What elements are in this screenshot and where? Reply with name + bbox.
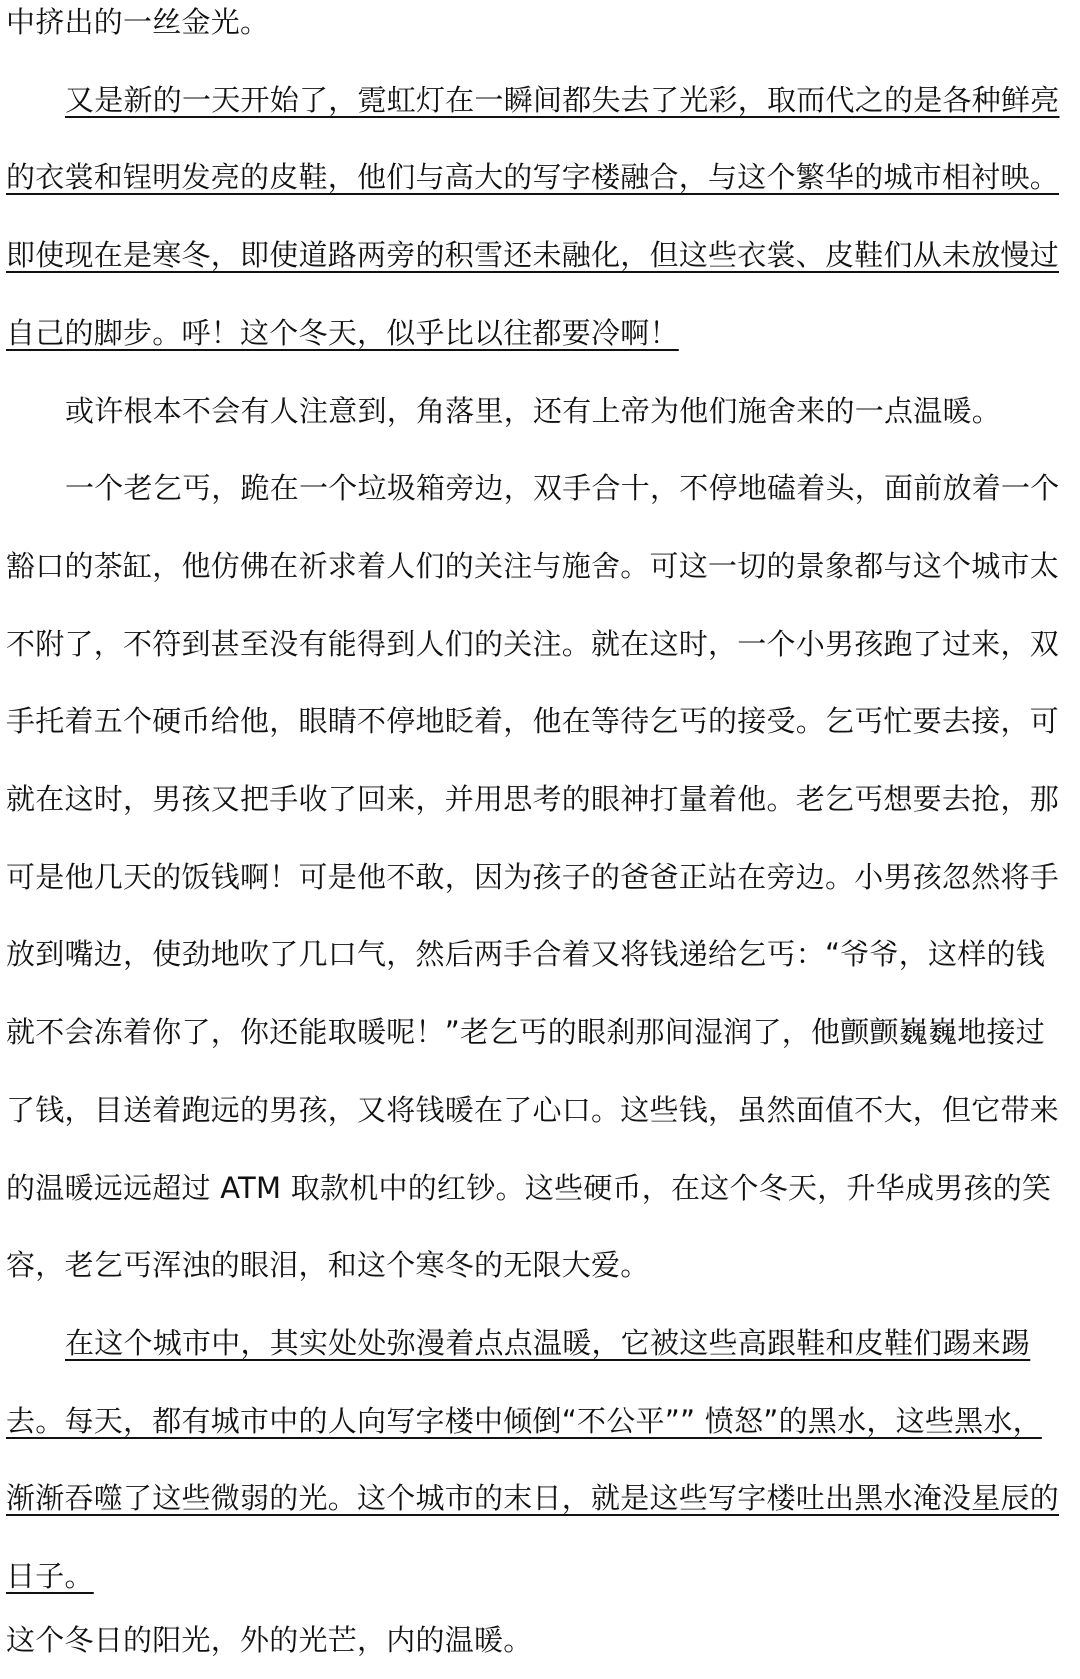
paragraph-city-warmth: [6, 1305, 1060, 1616]
paragraph-closing-line: 这个冬日的阳光，外的光芒，内的温暖。: [6, 1622, 533, 1657]
paragraph-corner-warmth: 或许根本不会有人注意到，角落里，还有上帝为他们施舍来的一点温暖。: [65, 393, 1002, 428]
paragraph-old-beggar: 一个老乞丐，跪在一个垃圾箱旁边，双手合十，不停地磕着头，面前放着一个豁口的茶缸，他仿佛在祈求着人们的关注与施舍。可这一切的景象都与这个城市太不附了，不符到甚至没有能得到人们的关注。就在这时，一个小男孩跑了过来，双手托着五个硬币给他，眼睛不停地眨着，他在等待乞丐的接受。乞丐忙要去接，可就在这时，男孩又把手收了回来，并用思考的眼神打量着他。老乞丐想要去抢，那可是他几天的饭钱啊！可是他不敢，因为孩子的爸爸正站在旁边。小男孩忽然将手放到嘴边，使劲地吹了几口气，然后两手合着又将钱递给乞丐：“爷爷，这样的钱就不会冻着你了，你还能取暖呢！”老乞丐的眼刹那间湿润了，他颤颤巍巍地接过了钱，目送着跑远的男孩，又将钱暖在了心口。这些钱，虽然面值不大，但它带来的温暖远远超过 ATM 取款机中的红钞。这些硬币，在这个冬天，升华成男孩的笑容，老乞丐浑浊的眼泪，和这个寒冬的无限大爱。: [6, 471, 1060, 1283]
underlined-text: 又是新的一天开始了，霓虹灯在一瞬间都失去了光彩，取而代之的是各种鲜亮的衣裳和锃明发亮的皮鞋，他们与高大的写字楼融合，与这个繁华的城市相衬映。即使现在是寒冬，即使道路两旁的积雪还未融化，但这些衣裳、皮鞋们从未放慢过自己的脚步。呼！这个冬天，似乎比以往都要冷啊！: [6, 82, 1060, 350]
paragraph-continuation: 中挤出的一丝金光。: [6, 5, 270, 39]
document-body: [6, 0, 1060, 1679]
underlined-text: 在这个城市中，其实处处弥漫着点点温暖，它被这些高跟鞋和皮鞋们踢来踢去。每天，都有城市中的人向写字楼中倾倒“不公平”” 愤怒”的黑水，这些黑水，渐渐吞噬了这些微弱的光。这个城市的末日，就是这些写字楼吐出黑水淹没星辰的日子。: [6, 1325, 1060, 1594]
paragraph-new-day: [6, 62, 1060, 373]
